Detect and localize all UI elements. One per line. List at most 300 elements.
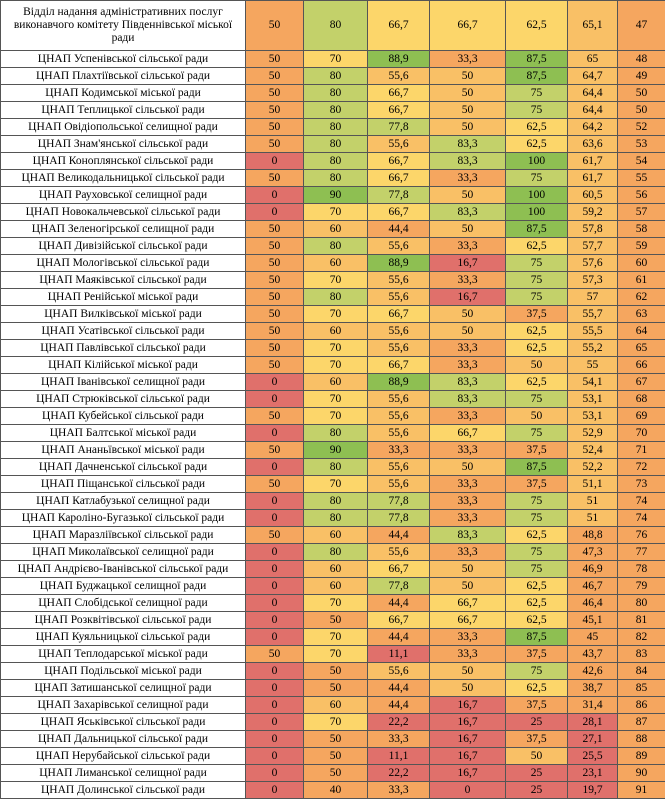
table-row xyxy=(1,663,665,680)
score-cell: 77,8 xyxy=(368,578,430,595)
table-row xyxy=(1,221,665,238)
table-row xyxy=(1,561,665,578)
score-cell: 33,3 xyxy=(430,357,506,374)
score-cell: 44,4 xyxy=(368,680,430,697)
table-row xyxy=(1,731,665,748)
score-cell: 50 xyxy=(246,646,304,663)
score-cell: 90 xyxy=(304,442,368,459)
score-cell: 0 xyxy=(246,748,304,765)
score-cell: 63,6 xyxy=(568,136,618,153)
score-cell: 66,7 xyxy=(368,102,430,119)
score-cell: 55,6 xyxy=(368,323,430,340)
score-cell: 50 xyxy=(246,119,304,136)
score-cell: 0 xyxy=(246,697,304,714)
score-cell: 83,3 xyxy=(430,391,506,408)
score-cell: 54,1 xyxy=(568,374,618,391)
table-body xyxy=(1,1,665,799)
score-cell: 40 xyxy=(304,782,368,799)
score-cell: 75 xyxy=(506,85,568,102)
row-name-cell: ЦНАП Андрієво-Іванівської сільської ради xyxy=(1,561,246,578)
table-row xyxy=(1,680,665,697)
score-cell: 50 xyxy=(246,68,304,85)
row-name-cell: ЦНАП Дальницької сільської ради xyxy=(1,731,246,748)
table-row xyxy=(1,51,665,68)
score-cell: 53,1 xyxy=(568,408,618,425)
score-cell: 80 xyxy=(304,153,368,170)
score-cell: 100 xyxy=(506,204,568,221)
row-name-cell: ЦНАП Рауховської селищної ради xyxy=(1,187,246,204)
row-name-cell: ЦНАП Куяльницької сільської ради xyxy=(1,629,246,646)
score-cell: 57,8 xyxy=(568,221,618,238)
rank-cell: 67 xyxy=(618,374,665,391)
score-cell: 47,3 xyxy=(568,544,618,561)
rank-cell: 47 xyxy=(618,1,665,51)
score-cell: 75 xyxy=(506,102,568,119)
score-cell: 90 xyxy=(304,187,368,204)
row-name-cell: ЦНАП Балтської міської ради xyxy=(1,425,246,442)
score-cell: 55,6 xyxy=(368,272,430,289)
row-name-cell: ЦНАП Буджацької селищної ради xyxy=(1,578,246,595)
score-cell: 0 xyxy=(246,493,304,510)
score-cell: 70 xyxy=(304,629,368,646)
score-cell: 87,5 xyxy=(506,68,568,85)
rank-cell: 79 xyxy=(618,578,665,595)
score-cell: 0 xyxy=(246,544,304,561)
row-name-cell: ЦНАП Маяківської сільської ради xyxy=(1,272,246,289)
score-cell: 66,7 xyxy=(368,153,430,170)
table-row xyxy=(1,765,665,782)
score-cell: 57 xyxy=(568,289,618,306)
score-cell: 66,7 xyxy=(368,204,430,221)
table-row xyxy=(1,102,665,119)
score-cell: 11,1 xyxy=(368,748,430,765)
score-cell: 60 xyxy=(304,697,368,714)
score-cell: 25 xyxy=(506,782,568,799)
score-cell: 60 xyxy=(304,323,368,340)
score-cell: 50 xyxy=(246,1,304,51)
score-cell: 0 xyxy=(246,629,304,646)
row-name-cell: ЦНАП Коноплянської сільської ради xyxy=(1,153,246,170)
score-cell: 50 xyxy=(246,102,304,119)
rank-cell: 64 xyxy=(618,323,665,340)
score-cell: 60 xyxy=(304,255,368,272)
score-cell: 62,5 xyxy=(506,374,568,391)
score-cell: 33,3 xyxy=(430,476,506,493)
rank-cell: 82 xyxy=(618,629,665,646)
rank-cell: 91 xyxy=(618,782,665,799)
score-cell: 50 xyxy=(246,272,304,289)
score-cell: 0 xyxy=(246,680,304,697)
row-name-cell: ЦНАП Мологівської сільської ради xyxy=(1,255,246,272)
row-name-cell: ЦНАП Усатівської сільської ради xyxy=(1,323,246,340)
row-name-cell: ЦНАП Розквітівської сільської ради xyxy=(1,612,246,629)
row-name-cell: ЦНАП Слобідської селищної ради xyxy=(1,595,246,612)
score-cell: 31,4 xyxy=(568,697,618,714)
score-cell: 0 xyxy=(246,391,304,408)
score-cell: 50 xyxy=(430,663,506,680)
rank-cell: 89 xyxy=(618,748,665,765)
score-cell: 50 xyxy=(246,476,304,493)
score-cell: 62,5 xyxy=(506,680,568,697)
score-cell: 0 xyxy=(246,374,304,391)
score-cell: 48,8 xyxy=(568,527,618,544)
score-cell: 52,9 xyxy=(568,425,618,442)
score-cell: 66,7 xyxy=(368,561,430,578)
rank-cell: 61 xyxy=(618,272,665,289)
score-cell: 46,9 xyxy=(568,561,618,578)
score-cell: 50 xyxy=(246,238,304,255)
score-cell: 50 xyxy=(430,323,506,340)
score-cell: 50 xyxy=(430,187,506,204)
score-cell: 80 xyxy=(304,68,368,85)
score-cell: 70 xyxy=(304,340,368,357)
score-cell: 33,3 xyxy=(430,51,506,68)
score-cell: 0 xyxy=(246,782,304,799)
table-row xyxy=(1,340,665,357)
score-cell: 0 xyxy=(246,663,304,680)
table-row xyxy=(1,697,665,714)
score-cell: 25,5 xyxy=(568,748,618,765)
rank-cell: 52 xyxy=(618,119,665,136)
score-cell: 11,1 xyxy=(368,646,430,663)
score-cell: 62,5 xyxy=(506,119,568,136)
score-cell: 60 xyxy=(304,374,368,391)
score-cell: 70 xyxy=(304,595,368,612)
rank-cell: 76 xyxy=(618,527,665,544)
table-row xyxy=(1,714,665,731)
score-cell: 62,5 xyxy=(506,578,568,595)
score-cell: 62,5 xyxy=(506,323,568,340)
score-cell: 50 xyxy=(246,85,304,102)
score-cell: 44,4 xyxy=(368,595,430,612)
rank-cell: 71 xyxy=(618,442,665,459)
score-cell: 55,5 xyxy=(568,323,618,340)
score-cell: 16,7 xyxy=(430,289,506,306)
rank-cell: 56 xyxy=(618,187,665,204)
score-cell: 43,7 xyxy=(568,646,618,663)
table-row xyxy=(1,646,665,663)
score-cell: 55,6 xyxy=(368,391,430,408)
score-cell: 80 xyxy=(304,136,368,153)
rank-cell: 80 xyxy=(618,595,665,612)
table-row xyxy=(1,476,665,493)
score-cell: 33,3 xyxy=(368,731,430,748)
score-cell: 50 xyxy=(304,680,368,697)
rank-cell: 55 xyxy=(618,170,665,187)
table-row-header xyxy=(1,1,665,51)
rank-cell: 60 xyxy=(618,255,665,272)
row-name-cell: ЦНАП Успенівської сільської ради xyxy=(1,51,246,68)
score-cell: 0 xyxy=(246,510,304,527)
rank-cell: 68 xyxy=(618,391,665,408)
score-cell: 75 xyxy=(506,425,568,442)
rank-cell: 85 xyxy=(618,680,665,697)
table-row xyxy=(1,544,665,561)
score-cell: 28,1 xyxy=(568,714,618,731)
score-cell: 0 xyxy=(430,782,506,799)
score-cell: 0 xyxy=(246,425,304,442)
score-cell: 50 xyxy=(430,306,506,323)
score-cell: 50 xyxy=(246,442,304,459)
score-cell: 70 xyxy=(304,476,368,493)
score-cell: 33,3 xyxy=(430,238,506,255)
score-cell: 38,7 xyxy=(568,680,618,697)
rank-cell: 49 xyxy=(618,68,665,85)
score-cell: 50 xyxy=(430,561,506,578)
row-name-cell: ЦНАП Дивізійської сільської ради xyxy=(1,238,246,255)
table-row xyxy=(1,374,665,391)
score-cell: 50 xyxy=(430,221,506,238)
table-row xyxy=(1,204,665,221)
row-name-cell: ЦНАП Кароліно-Бугазької сільської ради xyxy=(1,510,246,527)
rank-cell: 74 xyxy=(618,493,665,510)
score-cell: 50 xyxy=(430,459,506,476)
score-cell: 50 xyxy=(430,680,506,697)
score-cell: 0 xyxy=(246,187,304,204)
score-cell: 33,3 xyxy=(430,544,506,561)
score-cell: 50 xyxy=(304,663,368,680)
score-cell: 70 xyxy=(304,51,368,68)
score-cell: 37,5 xyxy=(506,731,568,748)
table-row xyxy=(1,153,665,170)
score-cell: 60 xyxy=(304,561,368,578)
score-cell: 50 xyxy=(430,119,506,136)
score-cell: 50 xyxy=(430,68,506,85)
score-cell: 66,7 xyxy=(368,306,430,323)
score-cell: 80 xyxy=(304,1,368,51)
table-row xyxy=(1,136,665,153)
rank-cell: 53 xyxy=(618,136,665,153)
score-cell: 83,3 xyxy=(430,204,506,221)
score-cell: 55,6 xyxy=(368,408,430,425)
score-cell: 64,4 xyxy=(568,85,618,102)
score-cell: 62,5 xyxy=(506,595,568,612)
score-cell: 70 xyxy=(304,714,368,731)
row-name-cell: ЦНАП Ананьївської міської ради xyxy=(1,442,246,459)
score-cell: 50 xyxy=(246,136,304,153)
score-cell: 80 xyxy=(304,238,368,255)
score-cell: 33,3 xyxy=(430,493,506,510)
score-cell: 66,7 xyxy=(368,1,430,51)
row-name-cell: ЦНАП Миколаївської селищної ради xyxy=(1,544,246,561)
score-cell: 52,4 xyxy=(568,442,618,459)
row-name-cell: ЦНАП Долинської сільської ради xyxy=(1,782,246,799)
score-cell: 75 xyxy=(506,272,568,289)
score-cell: 44,4 xyxy=(368,697,430,714)
score-cell: 16,7 xyxy=(430,697,506,714)
score-cell: 77,8 xyxy=(368,510,430,527)
row-name-cell: ЦНАП Ренійської міської ради xyxy=(1,289,246,306)
score-cell: 75 xyxy=(506,170,568,187)
score-cell: 55,6 xyxy=(368,289,430,306)
row-name-cell: ЦНАП Кодимської міської ради xyxy=(1,85,246,102)
score-cell: 50 xyxy=(246,340,304,357)
score-cell: 62,5 xyxy=(506,340,568,357)
score-cell: 57,7 xyxy=(568,238,618,255)
rank-cell: 77 xyxy=(618,544,665,561)
score-cell: 44,4 xyxy=(368,629,430,646)
rank-cell: 63 xyxy=(618,306,665,323)
score-cell: 65 xyxy=(568,51,618,68)
rank-cell: 57 xyxy=(618,204,665,221)
score-cell: 0 xyxy=(246,561,304,578)
score-cell: 0 xyxy=(246,459,304,476)
score-cell: 45,1 xyxy=(568,612,618,629)
table-row xyxy=(1,408,665,425)
rank-cell: 66 xyxy=(618,357,665,374)
rank-cell: 88 xyxy=(618,731,665,748)
score-cell: 70 xyxy=(304,391,368,408)
score-cell: 53,1 xyxy=(568,391,618,408)
score-cell: 0 xyxy=(246,595,304,612)
score-cell: 50 xyxy=(246,289,304,306)
score-cell: 55,6 xyxy=(368,238,430,255)
score-cell: 33,3 xyxy=(430,442,506,459)
score-cell: 77,8 xyxy=(368,119,430,136)
rank-cell: 81 xyxy=(618,612,665,629)
score-cell: 46,4 xyxy=(568,595,618,612)
score-cell: 88,9 xyxy=(368,51,430,68)
score-cell: 33,3 xyxy=(430,340,506,357)
score-cell: 70 xyxy=(304,306,368,323)
score-cell: 62,5 xyxy=(506,612,568,629)
score-cell: 60,5 xyxy=(568,187,618,204)
score-cell: 16,7 xyxy=(430,748,506,765)
row-name-cell: ЦНАП Подільської міської ради xyxy=(1,663,246,680)
score-cell: 87,5 xyxy=(506,51,568,68)
score-cell: 50 xyxy=(304,765,368,782)
rank-cell: 83 xyxy=(618,646,665,663)
score-cell: 77,8 xyxy=(368,187,430,204)
score-cell: 62,5 xyxy=(506,136,568,153)
score-cell: 70 xyxy=(304,408,368,425)
score-cell: 50 xyxy=(430,102,506,119)
score-cell: 55,6 xyxy=(368,476,430,493)
score-cell: 80 xyxy=(304,544,368,561)
score-cell: 33,3 xyxy=(430,170,506,187)
row-name-cell: ЦНАП Захарівської селищної ради xyxy=(1,697,246,714)
score-cell: 75 xyxy=(506,561,568,578)
table-row xyxy=(1,527,665,544)
score-cell: 0 xyxy=(246,765,304,782)
score-cell: 37,5 xyxy=(506,306,568,323)
score-cell: 55,6 xyxy=(368,663,430,680)
score-cell: 83,3 xyxy=(430,527,506,544)
score-cell: 70 xyxy=(304,272,368,289)
score-cell: 62,5 xyxy=(506,527,568,544)
score-cell: 0 xyxy=(246,204,304,221)
score-cell: 75 xyxy=(506,510,568,527)
rank-cell: 90 xyxy=(618,765,665,782)
table-row xyxy=(1,748,665,765)
score-cell: 23,1 xyxy=(568,765,618,782)
table-row xyxy=(1,289,665,306)
score-cell: 60 xyxy=(304,578,368,595)
table-row xyxy=(1,187,665,204)
score-cell: 50 xyxy=(304,748,368,765)
row-name-cell: ЦНАП Піщанської сільської ради xyxy=(1,476,246,493)
score-cell: 66,7 xyxy=(430,612,506,629)
row-name-cell: ЦНАП Новокальчевської сільської ради xyxy=(1,204,246,221)
score-cell: 55,6 xyxy=(368,425,430,442)
score-cell: 16,7 xyxy=(430,731,506,748)
table-row xyxy=(1,357,665,374)
score-cell: 0 xyxy=(246,714,304,731)
rank-cell: 87 xyxy=(618,714,665,731)
score-cell: 50 xyxy=(304,612,368,629)
rank-cell: 72 xyxy=(618,459,665,476)
score-cell: 50 xyxy=(430,85,506,102)
score-cell: 16,7 xyxy=(430,765,506,782)
table-row xyxy=(1,459,665,476)
row-name-cell: ЦНАП Теплодарської міської ради xyxy=(1,646,246,663)
row-name-cell: ЦНАП Катлабузької селищної ради xyxy=(1,493,246,510)
row-name-cell: ЦНАП Нерубайської сільської ради xyxy=(1,748,246,765)
row-name-cell: ЦНАП Іванівської селищної ради xyxy=(1,374,246,391)
score-cell: 33,3 xyxy=(430,510,506,527)
score-cell: 66,7 xyxy=(430,595,506,612)
score-cell: 50 xyxy=(246,255,304,272)
rank-cell: 50 xyxy=(618,85,665,102)
row-name-cell: ЦНАП Вилківської міської ради xyxy=(1,306,246,323)
score-cell: 75 xyxy=(506,289,568,306)
score-cell: 83,3 xyxy=(430,136,506,153)
rank-cell: 70 xyxy=(618,425,665,442)
score-cell: 33,3 xyxy=(368,782,430,799)
score-cell: 51 xyxy=(568,510,618,527)
table-row xyxy=(1,323,665,340)
score-cell: 37,5 xyxy=(506,442,568,459)
score-cell: 0 xyxy=(246,153,304,170)
score-cell: 50 xyxy=(304,731,368,748)
score-cell: 87,5 xyxy=(506,459,568,476)
row-name-cell: ЦНАП Стрюківської сільської ради xyxy=(1,391,246,408)
score-cell: 83,3 xyxy=(430,153,506,170)
row-name-cell: ЦНАП Маразліївської сільської ради xyxy=(1,527,246,544)
score-cell: 27,1 xyxy=(568,731,618,748)
score-cell: 33,3 xyxy=(368,442,430,459)
table-row xyxy=(1,68,665,85)
score-cell: 50 xyxy=(246,51,304,68)
row-name-cell: ЦНАП Плахтіївської сільської ради xyxy=(1,68,246,85)
score-cell: 62,5 xyxy=(506,1,568,51)
score-cell: 88,9 xyxy=(368,255,430,272)
table-row xyxy=(1,238,665,255)
score-cell: 50 xyxy=(246,323,304,340)
table-row xyxy=(1,272,665,289)
score-cell: 37,5 xyxy=(506,476,568,493)
table-row xyxy=(1,306,665,323)
score-cell: 44,4 xyxy=(368,221,430,238)
table-row xyxy=(1,782,665,799)
score-cell: 50 xyxy=(246,221,304,238)
score-cell: 60 xyxy=(304,221,368,238)
rank-cell: 54 xyxy=(618,153,665,170)
score-cell: 100 xyxy=(506,187,568,204)
score-cell: 59,2 xyxy=(568,204,618,221)
score-cell: 87,5 xyxy=(506,629,568,646)
table-row xyxy=(1,578,665,595)
score-cell: 22,2 xyxy=(368,765,430,782)
table-row xyxy=(1,442,665,459)
table-row xyxy=(1,510,665,527)
row-name-cell: ЦНАП Теплицької сільської ради xyxy=(1,102,246,119)
score-cell: 55,6 xyxy=(368,136,430,153)
score-cell: 75 xyxy=(506,663,568,680)
table-row xyxy=(1,255,665,272)
score-cell: 0 xyxy=(246,612,304,629)
rank-cell: 62 xyxy=(618,289,665,306)
